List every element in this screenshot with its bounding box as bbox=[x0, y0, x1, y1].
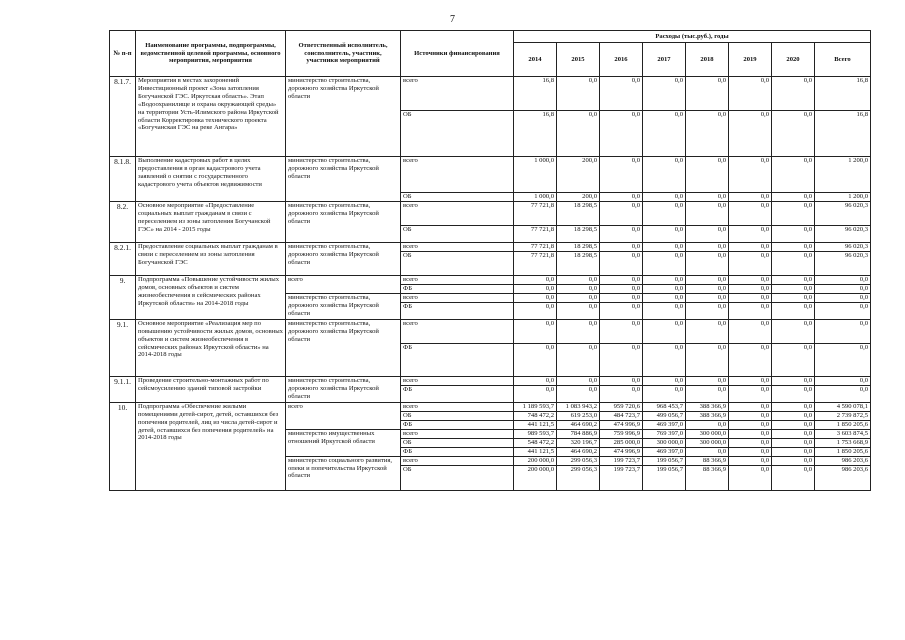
funding-source: всего bbox=[401, 243, 514, 252]
amount-cell: 484 723,7 bbox=[600, 411, 643, 420]
amount-cell: 18 298,5 bbox=[557, 243, 600, 252]
amount-total: 986 203,6 bbox=[815, 465, 871, 490]
amount-total: 96 020,3 bbox=[815, 243, 871, 252]
funding-source: ОБ bbox=[401, 411, 514, 420]
amount-cell: 0,0 bbox=[729, 285, 772, 294]
funding-source: всего bbox=[401, 456, 514, 465]
amount-cell: 0,0 bbox=[686, 193, 729, 202]
amount-cell: 0,0 bbox=[600, 376, 643, 385]
amount-total: 1 850 205,6 bbox=[815, 420, 871, 429]
amount-cell: 0,0 bbox=[772, 465, 815, 490]
item-name: Предоставление социальных выплат гражданам в связи с переселением из зоны затопления Богучанской ГЭС bbox=[136, 243, 286, 276]
amount-cell: 299 056,3 bbox=[557, 456, 600, 465]
amount-cell: 0,0 bbox=[729, 465, 772, 490]
amount-cell: 77 721,8 bbox=[514, 252, 557, 276]
funding-source: ОБ bbox=[401, 252, 514, 276]
amount-cell: 0,0 bbox=[557, 293, 600, 302]
amount-cell: 300 000,0 bbox=[686, 429, 729, 438]
funding-source: всего bbox=[401, 276, 514, 285]
item-executor: министерство строительства, дорожного хозяйства Иркутской области bbox=[286, 243, 401, 276]
amount-cell: 300 000,0 bbox=[686, 438, 729, 447]
amount-cell: 0,0 bbox=[557, 385, 600, 402]
amount-cell: 285 000,0 bbox=[600, 438, 643, 447]
amount-cell: 0,0 bbox=[686, 226, 729, 243]
amount-cell: 619 253,0 bbox=[557, 411, 600, 420]
amount-cell: 0,0 bbox=[772, 456, 815, 465]
amount-cell: 18 298,5 bbox=[557, 202, 600, 226]
amount-cell: 199 056,7 bbox=[643, 456, 686, 465]
item-executor: министерство строительства, дорожного хозяйства Иркутской области bbox=[286, 77, 401, 157]
amount-total: 0,0 bbox=[815, 276, 871, 285]
amount-cell: 0,0 bbox=[772, 343, 815, 376]
funding-source: ФБ bbox=[401, 302, 514, 319]
amount-cell: 299 056,3 bbox=[557, 465, 600, 490]
amount-cell: 200 000,0 bbox=[514, 456, 557, 465]
amount-cell: 499 056,7 bbox=[643, 411, 686, 420]
amount-cell: 0,0 bbox=[686, 202, 729, 226]
amount-cell: 0,0 bbox=[772, 157, 815, 193]
amount-cell: 77 721,8 bbox=[514, 202, 557, 226]
item-name: Основное мероприятие «Предоставление социальных выплат гражданам в связи с переселением из зоны затопления Богучанской ГЭС» на 2014 - 2015 годы bbox=[136, 202, 286, 243]
amount-cell: 0,0 bbox=[600, 77, 643, 111]
amount-cell: 989 593,7 bbox=[514, 429, 557, 438]
amount-cell: 0,0 bbox=[514, 376, 557, 385]
funding-source: всего bbox=[401, 376, 514, 385]
table-row bbox=[110, 376, 871, 385]
amount-cell: 0,0 bbox=[729, 293, 772, 302]
amount-cell: 0,0 bbox=[686, 252, 729, 276]
program-financing-table bbox=[109, 30, 871, 491]
item-number: 9.1.1. bbox=[110, 376, 136, 402]
amount-cell: 0,0 bbox=[643, 243, 686, 252]
funding-source: всего bbox=[401, 202, 514, 226]
header-no: № п-п bbox=[110, 31, 136, 77]
amount-cell: 0,0 bbox=[600, 319, 643, 343]
amount-cell: 968 453,7 bbox=[643, 402, 686, 411]
header-year: 2018 bbox=[686, 43, 729, 77]
amount-cell: 0,0 bbox=[686, 293, 729, 302]
item-name: Выполнение кадастровых работ в целях предоставления в орган кадастрового учета заявлений о снятии с государственного кадастрового учета объектов недвижимости bbox=[136, 157, 286, 202]
item-executor: министерство строительства, дорожного хозяйства Иркутской области bbox=[286, 293, 401, 319]
amount-cell: 474 996,9 bbox=[600, 420, 643, 429]
amount-cell: 0,0 bbox=[772, 77, 815, 111]
amount-cell: 0,0 bbox=[686, 447, 729, 456]
table-row bbox=[110, 319, 871, 343]
funding-source: всего bbox=[401, 293, 514, 302]
amount-cell: 0,0 bbox=[600, 343, 643, 376]
amount-cell: 0,0 bbox=[686, 343, 729, 376]
amount-cell: 0,0 bbox=[772, 438, 815, 447]
amount-cell: 1 000,0 bbox=[514, 193, 557, 202]
amount-cell: 0,0 bbox=[600, 276, 643, 285]
amount-cell: 16,8 bbox=[514, 111, 557, 157]
amount-cell: 0,0 bbox=[772, 111, 815, 157]
funding-source: ФБ bbox=[401, 447, 514, 456]
amount-cell: 0,0 bbox=[643, 376, 686, 385]
amount-cell: 0,0 bbox=[686, 111, 729, 157]
item-number: 9. bbox=[110, 276, 136, 320]
amount-cell: 199 723,7 bbox=[600, 465, 643, 490]
amount-cell: 0,0 bbox=[514, 343, 557, 376]
amount-cell: 759 996,9 bbox=[600, 429, 643, 438]
amount-cell: 0,0 bbox=[772, 243, 815, 252]
amount-cell: 0,0 bbox=[772, 193, 815, 202]
funding-source: всего bbox=[401, 319, 514, 343]
item-name: Мероприятия в местах захоронений Инвестиционный проект «Зона затопления Богучанской ГЭС. Иркутская область». Этап «Водоохранилище и охрана окружающей среды» на территории Усть-Илимского района Иркутской области Корректировка технического проекта «Богучанская ГЭС на реке Ангара» bbox=[136, 77, 286, 157]
amount-cell: 0,0 bbox=[514, 285, 557, 294]
amount-cell: 0,0 bbox=[600, 252, 643, 276]
item-number: 10. bbox=[110, 402, 136, 490]
amount-cell: 0,0 bbox=[557, 276, 600, 285]
amount-cell: 300 000,0 bbox=[643, 438, 686, 447]
item-executor: всего bbox=[286, 276, 401, 294]
amount-cell: 0,0 bbox=[600, 302, 643, 319]
amount-cell: 0,0 bbox=[557, 376, 600, 385]
amount-total: 96 020,3 bbox=[815, 226, 871, 243]
amount-cell: 0,0 bbox=[729, 302, 772, 319]
amount-cell: 0,0 bbox=[772, 202, 815, 226]
item-name: Подпрограмма «Повышение устойчивости жилых домов, основных объектов и систем жизнеобеспечения в сейсмических районах Иркутской области» на 2014-2018 годы bbox=[136, 276, 286, 320]
amount-cell: 0,0 bbox=[600, 157, 643, 193]
amount-cell: 200,0 bbox=[557, 193, 600, 202]
amount-cell: 0,0 bbox=[600, 385, 643, 402]
amount-cell: 0,0 bbox=[729, 411, 772, 420]
amount-cell: 0,0 bbox=[729, 438, 772, 447]
header-year: 2017 bbox=[643, 43, 686, 77]
amount-cell: 199 056,7 bbox=[643, 465, 686, 490]
table-row bbox=[110, 157, 871, 193]
amount-cell: 0,0 bbox=[686, 285, 729, 294]
item-name: Проведение строительно-монтажных работ по сейсмоусилению зданий типовой застройки bbox=[136, 376, 286, 402]
amount-cell: 320 196,7 bbox=[557, 438, 600, 447]
amount-cell: 0,0 bbox=[514, 293, 557, 302]
funding-source: ОБ bbox=[401, 465, 514, 490]
amount-cell: 0,0 bbox=[729, 243, 772, 252]
amount-cell: 0,0 bbox=[772, 293, 815, 302]
table-row bbox=[110, 243, 871, 252]
amount-cell: 0,0 bbox=[729, 402, 772, 411]
amount-cell: 0,0 bbox=[772, 302, 815, 319]
amount-cell: 0,0 bbox=[557, 343, 600, 376]
amount-total: 96 020,3 bbox=[815, 202, 871, 226]
amount-cell: 0,0 bbox=[772, 420, 815, 429]
amount-cell: 441 121,5 bbox=[514, 447, 557, 456]
header-source: Источники финансирования bbox=[401, 31, 514, 77]
amount-cell: 0,0 bbox=[729, 447, 772, 456]
amount-cell: 0,0 bbox=[729, 252, 772, 276]
amount-total: 0,0 bbox=[815, 376, 871, 385]
amount-cell: 0,0 bbox=[514, 276, 557, 285]
header-total: Всего bbox=[815, 43, 871, 77]
amount-cell: 0,0 bbox=[600, 293, 643, 302]
item-executor: министерство строительства, дорожного хозяйства Иркутской области bbox=[286, 202, 401, 243]
amount-cell: 0,0 bbox=[729, 420, 772, 429]
table-body bbox=[110, 77, 871, 491]
amount-cell: 0,0 bbox=[557, 302, 600, 319]
amount-cell: 748 472,2 bbox=[514, 411, 557, 420]
amount-cell: 0,0 bbox=[729, 193, 772, 202]
amount-total: 986 203,6 bbox=[815, 456, 871, 465]
amount-total: 0,0 bbox=[815, 385, 871, 402]
amount-cell: 0,0 bbox=[557, 285, 600, 294]
header-name: Наименование программы, подпрограммы, ведомственной целевой программы, основного мероприятия, мероприятия bbox=[136, 31, 286, 77]
amount-cell: 0,0 bbox=[772, 376, 815, 385]
amount-cell: 0,0 bbox=[643, 226, 686, 243]
amount-cell: 464 690,2 bbox=[557, 420, 600, 429]
amount-cell: 0,0 bbox=[772, 411, 815, 420]
amount-total: 0,0 bbox=[815, 293, 871, 302]
amount-cell: 0,0 bbox=[643, 302, 686, 319]
amount-cell: 388 366,9 bbox=[686, 411, 729, 420]
amount-cell: 0,0 bbox=[729, 456, 772, 465]
amount-total: 16,8 bbox=[815, 111, 871, 157]
amount-cell: 18 298,5 bbox=[557, 226, 600, 243]
amount-cell: 0,0 bbox=[600, 111, 643, 157]
amount-cell: 469 397,0 bbox=[643, 447, 686, 456]
amount-total: 16,8 bbox=[815, 77, 871, 111]
amount-cell: 0,0 bbox=[643, 252, 686, 276]
amount-cell: 0,0 bbox=[729, 157, 772, 193]
amount-cell: 474 996,9 bbox=[600, 447, 643, 456]
amount-cell: 0,0 bbox=[686, 157, 729, 193]
header-year: 2015 bbox=[557, 43, 600, 77]
amount-cell: 0,0 bbox=[686, 420, 729, 429]
amount-cell: 1 083 943,2 bbox=[557, 402, 600, 411]
amount-total: 1 200,0 bbox=[815, 157, 871, 193]
amount-cell: 0,0 bbox=[643, 193, 686, 202]
amount-cell: 0,0 bbox=[643, 293, 686, 302]
amount-cell: 1 000,0 bbox=[514, 157, 557, 193]
amount-cell: 0,0 bbox=[600, 202, 643, 226]
amount-cell: 388 366,9 bbox=[686, 402, 729, 411]
funding-source: ФБ bbox=[401, 420, 514, 429]
item-number: 8.1.7. bbox=[110, 77, 136, 157]
funding-source: ФБ bbox=[401, 343, 514, 376]
amount-cell: 0,0 bbox=[729, 202, 772, 226]
funding-source: ОБ bbox=[401, 111, 514, 157]
amount-cell: 0,0 bbox=[729, 77, 772, 111]
amount-cell: 0,0 bbox=[772, 429, 815, 438]
item-executor: министерство строительства, дорожного хозяйства Иркутской области bbox=[286, 376, 401, 402]
amount-cell: 0,0 bbox=[643, 276, 686, 285]
amount-cell: 18 298,5 bbox=[557, 252, 600, 276]
amount-cell: 0,0 bbox=[643, 343, 686, 376]
table-row bbox=[110, 77, 871, 111]
amount-cell: 0,0 bbox=[557, 77, 600, 111]
header-year: 2014 bbox=[514, 43, 557, 77]
amount-cell: 0,0 bbox=[729, 376, 772, 385]
item-executor: министерство социального развития, опеки и попечительства Иркутской области bbox=[286, 456, 401, 490]
item-number: 8.1.8. bbox=[110, 157, 136, 202]
amount-cell: 469 397,0 bbox=[643, 420, 686, 429]
header-expenses: Расходы (тыс.руб.), годы bbox=[514, 31, 871, 43]
amount-cell: 0,0 bbox=[729, 226, 772, 243]
table-row bbox=[110, 402, 871, 411]
amount-cell: 88 366,9 bbox=[686, 465, 729, 490]
amount-cell: 0,0 bbox=[729, 276, 772, 285]
header-year: 2019 bbox=[729, 43, 772, 77]
amount-total: 1 200,0 bbox=[815, 193, 871, 202]
amount-cell: 548 472,2 bbox=[514, 438, 557, 447]
amount-cell: 0,0 bbox=[514, 385, 557, 402]
item-name: Подпрограмма «Обеспечение жилыми помещениями детей-сирот, детей, оставшихся без попечения родителей, лиц из числа детей-сирот и детей, оставшихся без попечения родителей» на 2014-2018 годы bbox=[136, 402, 286, 490]
amount-cell: 0,0 bbox=[772, 226, 815, 243]
item-executor: министерство строительства, дорожного хозяйства Иркутской области bbox=[286, 157, 401, 202]
amount-cell: 0,0 bbox=[557, 319, 600, 343]
amount-cell: 0,0 bbox=[643, 385, 686, 402]
amount-cell: 0,0 bbox=[686, 276, 729, 285]
item-number: 8.2. bbox=[110, 202, 136, 243]
amount-cell: 0,0 bbox=[557, 111, 600, 157]
amount-cell: 1 189 593,7 bbox=[514, 402, 557, 411]
table-row bbox=[110, 202, 871, 226]
table-row bbox=[110, 276, 871, 285]
amount-cell: 0,0 bbox=[514, 302, 557, 319]
header-year: 2020 bbox=[772, 43, 815, 77]
amount-total: 2 739 872,5 bbox=[815, 411, 871, 420]
amount-cell: 0,0 bbox=[772, 402, 815, 411]
funding-source: ОБ bbox=[401, 193, 514, 202]
funding-source: всего bbox=[401, 429, 514, 438]
amount-cell: 959 720,6 bbox=[600, 402, 643, 411]
item-number: 8.2.1. bbox=[110, 243, 136, 276]
header-executor: Ответственный исполнитель, соисполнитель, участник, участники мероприятий bbox=[286, 31, 401, 77]
amount-cell: 0,0 bbox=[686, 243, 729, 252]
amount-cell: 88 366,9 bbox=[686, 456, 729, 465]
amount-total: 96 020,3 bbox=[815, 252, 871, 276]
amount-total: 0,0 bbox=[815, 319, 871, 343]
amount-cell: 0,0 bbox=[772, 447, 815, 456]
amount-cell: 0,0 bbox=[729, 429, 772, 438]
amount-cell: 0,0 bbox=[772, 276, 815, 285]
amount-cell: 0,0 bbox=[643, 319, 686, 343]
item-number: 9.1. bbox=[110, 319, 136, 376]
amount-cell: 0,0 bbox=[643, 111, 686, 157]
amount-cell: 0,0 bbox=[686, 77, 729, 111]
amount-cell: 0,0 bbox=[643, 285, 686, 294]
amount-cell: 0,0 bbox=[729, 111, 772, 157]
amount-total: 1 850 205,6 bbox=[815, 447, 871, 456]
amount-cell: 0,0 bbox=[686, 319, 729, 343]
amount-cell: 0,0 bbox=[514, 319, 557, 343]
amount-cell: 16,8 bbox=[514, 77, 557, 111]
amount-cell: 0,0 bbox=[729, 385, 772, 402]
item-executor: министерство имущественных отношений Иркутской области bbox=[286, 429, 401, 456]
amount-total: 0,0 bbox=[815, 302, 871, 319]
amount-cell: 0,0 bbox=[643, 202, 686, 226]
amount-total: 4 590 078,1 bbox=[815, 402, 871, 411]
amount-cell: 0,0 bbox=[686, 302, 729, 319]
amount-cell: 0,0 bbox=[729, 319, 772, 343]
amount-cell: 200,0 bbox=[557, 157, 600, 193]
amount-cell: 0,0 bbox=[600, 243, 643, 252]
amount-cell: 77 721,8 bbox=[514, 243, 557, 252]
amount-total: 3 603 874,5 bbox=[815, 429, 871, 438]
amount-cell: 0,0 bbox=[643, 157, 686, 193]
item-executor: министерство строительства, дорожного хозяйства Иркутской области bbox=[286, 319, 401, 376]
amount-cell: 0,0 bbox=[686, 376, 729, 385]
header-year: 2016 bbox=[600, 43, 643, 77]
amount-cell: 441 121,5 bbox=[514, 420, 557, 429]
amount-total: 0,0 bbox=[815, 285, 871, 294]
amount-cell: 0,0 bbox=[772, 252, 815, 276]
amount-cell: 0,0 bbox=[600, 285, 643, 294]
funding-source: ОБ bbox=[401, 438, 514, 447]
amount-cell: 0,0 bbox=[600, 226, 643, 243]
amount-cell: 0,0 bbox=[772, 385, 815, 402]
funding-source: ОБ bbox=[401, 226, 514, 243]
amount-cell: 784 886,9 bbox=[557, 429, 600, 438]
amount-cell: 0,0 bbox=[686, 385, 729, 402]
amount-cell: 0,0 bbox=[772, 319, 815, 343]
amount-cell: 0,0 bbox=[643, 77, 686, 111]
item-name: Основное мероприятие «Реализация мер по повышению устойчивости жилых домов, основных объектов и систем жизнеобеспечения в сейсмических районах Иркутской области» на 2014-2018 годы bbox=[136, 319, 286, 376]
amount-cell: 0,0 bbox=[729, 343, 772, 376]
funding-source: всего bbox=[401, 157, 514, 193]
amount-cell: 200 000,0 bbox=[514, 465, 557, 490]
item-executor: всего bbox=[286, 402, 401, 429]
funding-source: ФБ bbox=[401, 385, 514, 402]
amount-cell: 464 690,2 bbox=[557, 447, 600, 456]
amount-total: 1 753 668,9 bbox=[815, 438, 871, 447]
amount-cell: 77 721,8 bbox=[514, 226, 557, 243]
funding-source: всего bbox=[401, 77, 514, 111]
amount-cell: 199 723,7 bbox=[600, 456, 643, 465]
amount-cell: 0,0 bbox=[772, 285, 815, 294]
amount-cell: 0,0 bbox=[600, 193, 643, 202]
page-number: 7 bbox=[450, 14, 455, 25]
amount-cell: 769 397,0 bbox=[643, 429, 686, 438]
amount-total: 0,0 bbox=[815, 343, 871, 376]
funding-source: ФБ bbox=[401, 285, 514, 294]
funding-source: всего bbox=[401, 402, 514, 411]
